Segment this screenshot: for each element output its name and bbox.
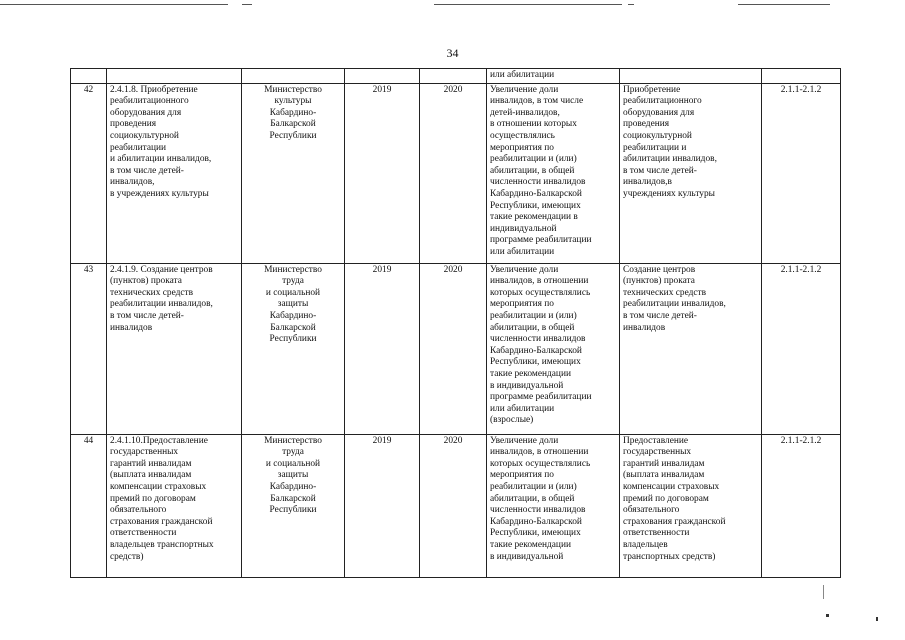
indicator-link: 2.1.1-2.1.2 — [762, 263, 841, 434]
expected-result: Увеличение доли инвалидов, в отношении которых осуществлялись мероприятия по реабилитации и (или) абилитации, в общей численности инвалидов Кабардино-Балкарской Республики, имеющих такие рекомендации в индивидуальной — [487, 434, 620, 577]
cell-ministry — [242, 69, 345, 84]
cell-end-year — [420, 69, 487, 84]
scan-line — [434, 4, 622, 5]
cell-num — [71, 69, 107, 84]
scan-line — [628, 4, 634, 5]
row-number: 43 — [71, 263, 107, 434]
cell-indicators — [762, 69, 841, 84]
responsible-ministry: Министерство труда и социальной защиты Кабардино- Балкарской Республики — [242, 434, 345, 577]
cell-event — [107, 69, 242, 84]
end-year: 2020 — [420, 263, 487, 434]
row-number: 44 — [71, 434, 107, 577]
table-row — [71, 83, 841, 263]
indicator-link: 2.1.1-2.1.2 — [762, 83, 841, 263]
cell-result — [487, 69, 620, 84]
responsible-ministry: Министерство труда и социальной защиты Кабардино- Балкарской Республики — [242, 263, 345, 434]
table-row — [71, 263, 841, 434]
end-year: 2020 — [420, 434, 487, 577]
result-tail: или абилитации — [490, 70, 555, 80]
responsible-ministry: Министерство культуры Кабардино- Балкарской Республики — [242, 83, 345, 263]
indicator-link: 2.1.1-2.1.2 — [762, 434, 841, 577]
scan-line — [242, 4, 252, 5]
scan-line — [0, 4, 228, 5]
expected-result: Увеличение доли инвалидов, в отношении которых осуществлялись мероприятия по реабилитации и (или) абилитации, в общей численности инвалидов Кабардино-Балкарской Республики, имеющих такие рекомендации в индивидуальной программе реабилитации или абилитации (взрослые) — [487, 263, 620, 434]
scan-speck — [823, 585, 824, 599]
event-name: 2.4.1.10.Предоставление государственных гарантий инвалидам (выплата инвалидам компенсации страховых премий по договорам обязательного страхования гражданской ответственности владельцев транспортных средств) — [107, 434, 242, 577]
start-year: 2019 — [345, 434, 420, 577]
cell-directions — [620, 69, 762, 84]
main-directions: Приобретение реабилитационного оборудования для проведения социокультурной реабилитации и абилитации инвалидов, в том числе детей- инвалидов,в учреждениях культуры — [620, 83, 762, 263]
main-directions: Создание центров (пунктов) проката технических средств реабилитации инвалидов, в том числе детей- инвалидов — [620, 263, 762, 434]
start-year: 2019 — [345, 83, 420, 263]
event-name: 2.4.1.9. Создание центров (пунктов) проката технических средств реабилитации инвалидов, в том числе детей- инвалидов — [107, 263, 242, 434]
table-row — [71, 434, 841, 577]
end-year: 2020 — [420, 83, 487, 263]
scan-speck — [826, 614, 829, 617]
cell-start-year — [345, 69, 420, 84]
table-row-continued — [71, 69, 841, 84]
expected-result: Увеличение доли инвалидов, в том числе детей-инвалидов, в отношении которых осуществлялись мероприятия по реабилитации и (или) абилитации, в общей численности инвалидов Кабардино-Балкарской Республики, имеющих такие рекомендации в индивидуальной программе реабилитации или абилитации — [487, 83, 620, 263]
main-directions: Предоставление государственных гарантий инвалидам (выплата инвалидам компенсации страховых премий по договорам обязательного страхования гражданской ответственности владельцев транспортных средств) — [620, 434, 762, 577]
page-number: 34 — [446, 46, 459, 60]
scan-line — [738, 4, 830, 5]
program-table — [70, 68, 841, 578]
row-number: 42 — [71, 83, 107, 263]
scan-speck — [876, 617, 878, 621]
event-name: 2.4.1.8. Приобретение реабилитационного оборудования для проведения социокультурной реабилитации и абилитации инвалидов, в том числе детей- инвалидов, в учреждениях культуры — [107, 83, 242, 263]
start-year: 2019 — [345, 263, 420, 434]
